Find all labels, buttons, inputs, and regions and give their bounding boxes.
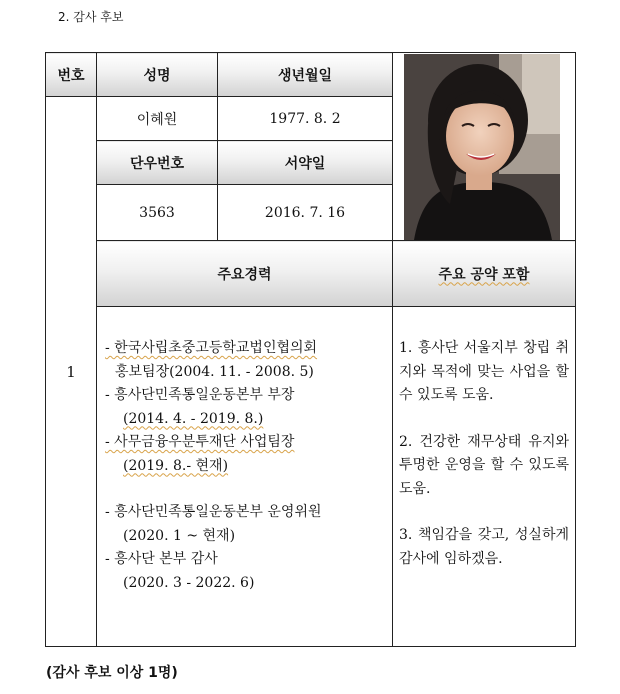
career-item: - 흥사단민족통일운동본부 운영위원 [105,504,322,520]
pledge-cell [393,307,576,647]
portrait-image [404,54,560,240]
pledge-item: 3. 책임감을 갖고, 성실하게 감사에 임하겠음. [399,527,569,567]
candidate-table [45,52,576,647]
candidate-number: 1 [46,97,97,647]
career-cell [97,307,393,647]
career-item: - 흥사단 본부 감사 [105,551,218,567]
candidate-photo [404,54,560,240]
pledge-item: 2. 건강한 재무상태 유지와 투명한 운영을 할 수 있도록 도움. [399,433,569,497]
header-member-no: 단우번호 [97,141,218,185]
header-career: 주요경력 [97,241,393,307]
career-item-detail: (2020. 1 ~ 현재) [123,527,236,544]
career-item: - 사무금융우분투재단 사업팀장 [105,434,295,450]
candidate-member-no: 3563 [97,185,218,241]
section-title: 2. 감사 후보 [58,10,124,24]
candidate-oath-date: 2016. 7. 16 [218,185,393,241]
candidate-name: 이혜원 [97,97,218,141]
header-oath-date: 서약일 [218,141,393,185]
header-pledge-label: 주요 공약 포함 [438,266,530,283]
photo-cell [393,53,576,241]
career-item-detail: (2014. 4. - 2019. 8.) [123,410,264,427]
career-item-detail: (2019. 8.- 현재) [123,457,229,474]
career-item-detail: 홍보팀장(2004. 11. - 2008. 5) [115,363,314,380]
header-pledge [393,241,576,307]
career-item: - 흥사단민족통일운동본부 부장 [105,387,295,403]
footer-note: (감사 후보 이상 1명) [46,665,178,681]
career-item-detail: (2020. 3 - 2022. 6) [123,574,255,591]
header-name: 성명 [97,53,218,97]
header-number: 번호 [46,53,97,97]
career-item: - 한국사립초중고등학교법인협의회 [105,340,318,356]
pledge-item: 1. 흥사단 서울지부 창립 취지와 목적에 맞는 사업을 할 수 있도록 도움. [399,340,569,403]
header-birth: 생년월일 [218,53,393,97]
candidate-birth: 1977. 8. 2 [218,97,393,141]
